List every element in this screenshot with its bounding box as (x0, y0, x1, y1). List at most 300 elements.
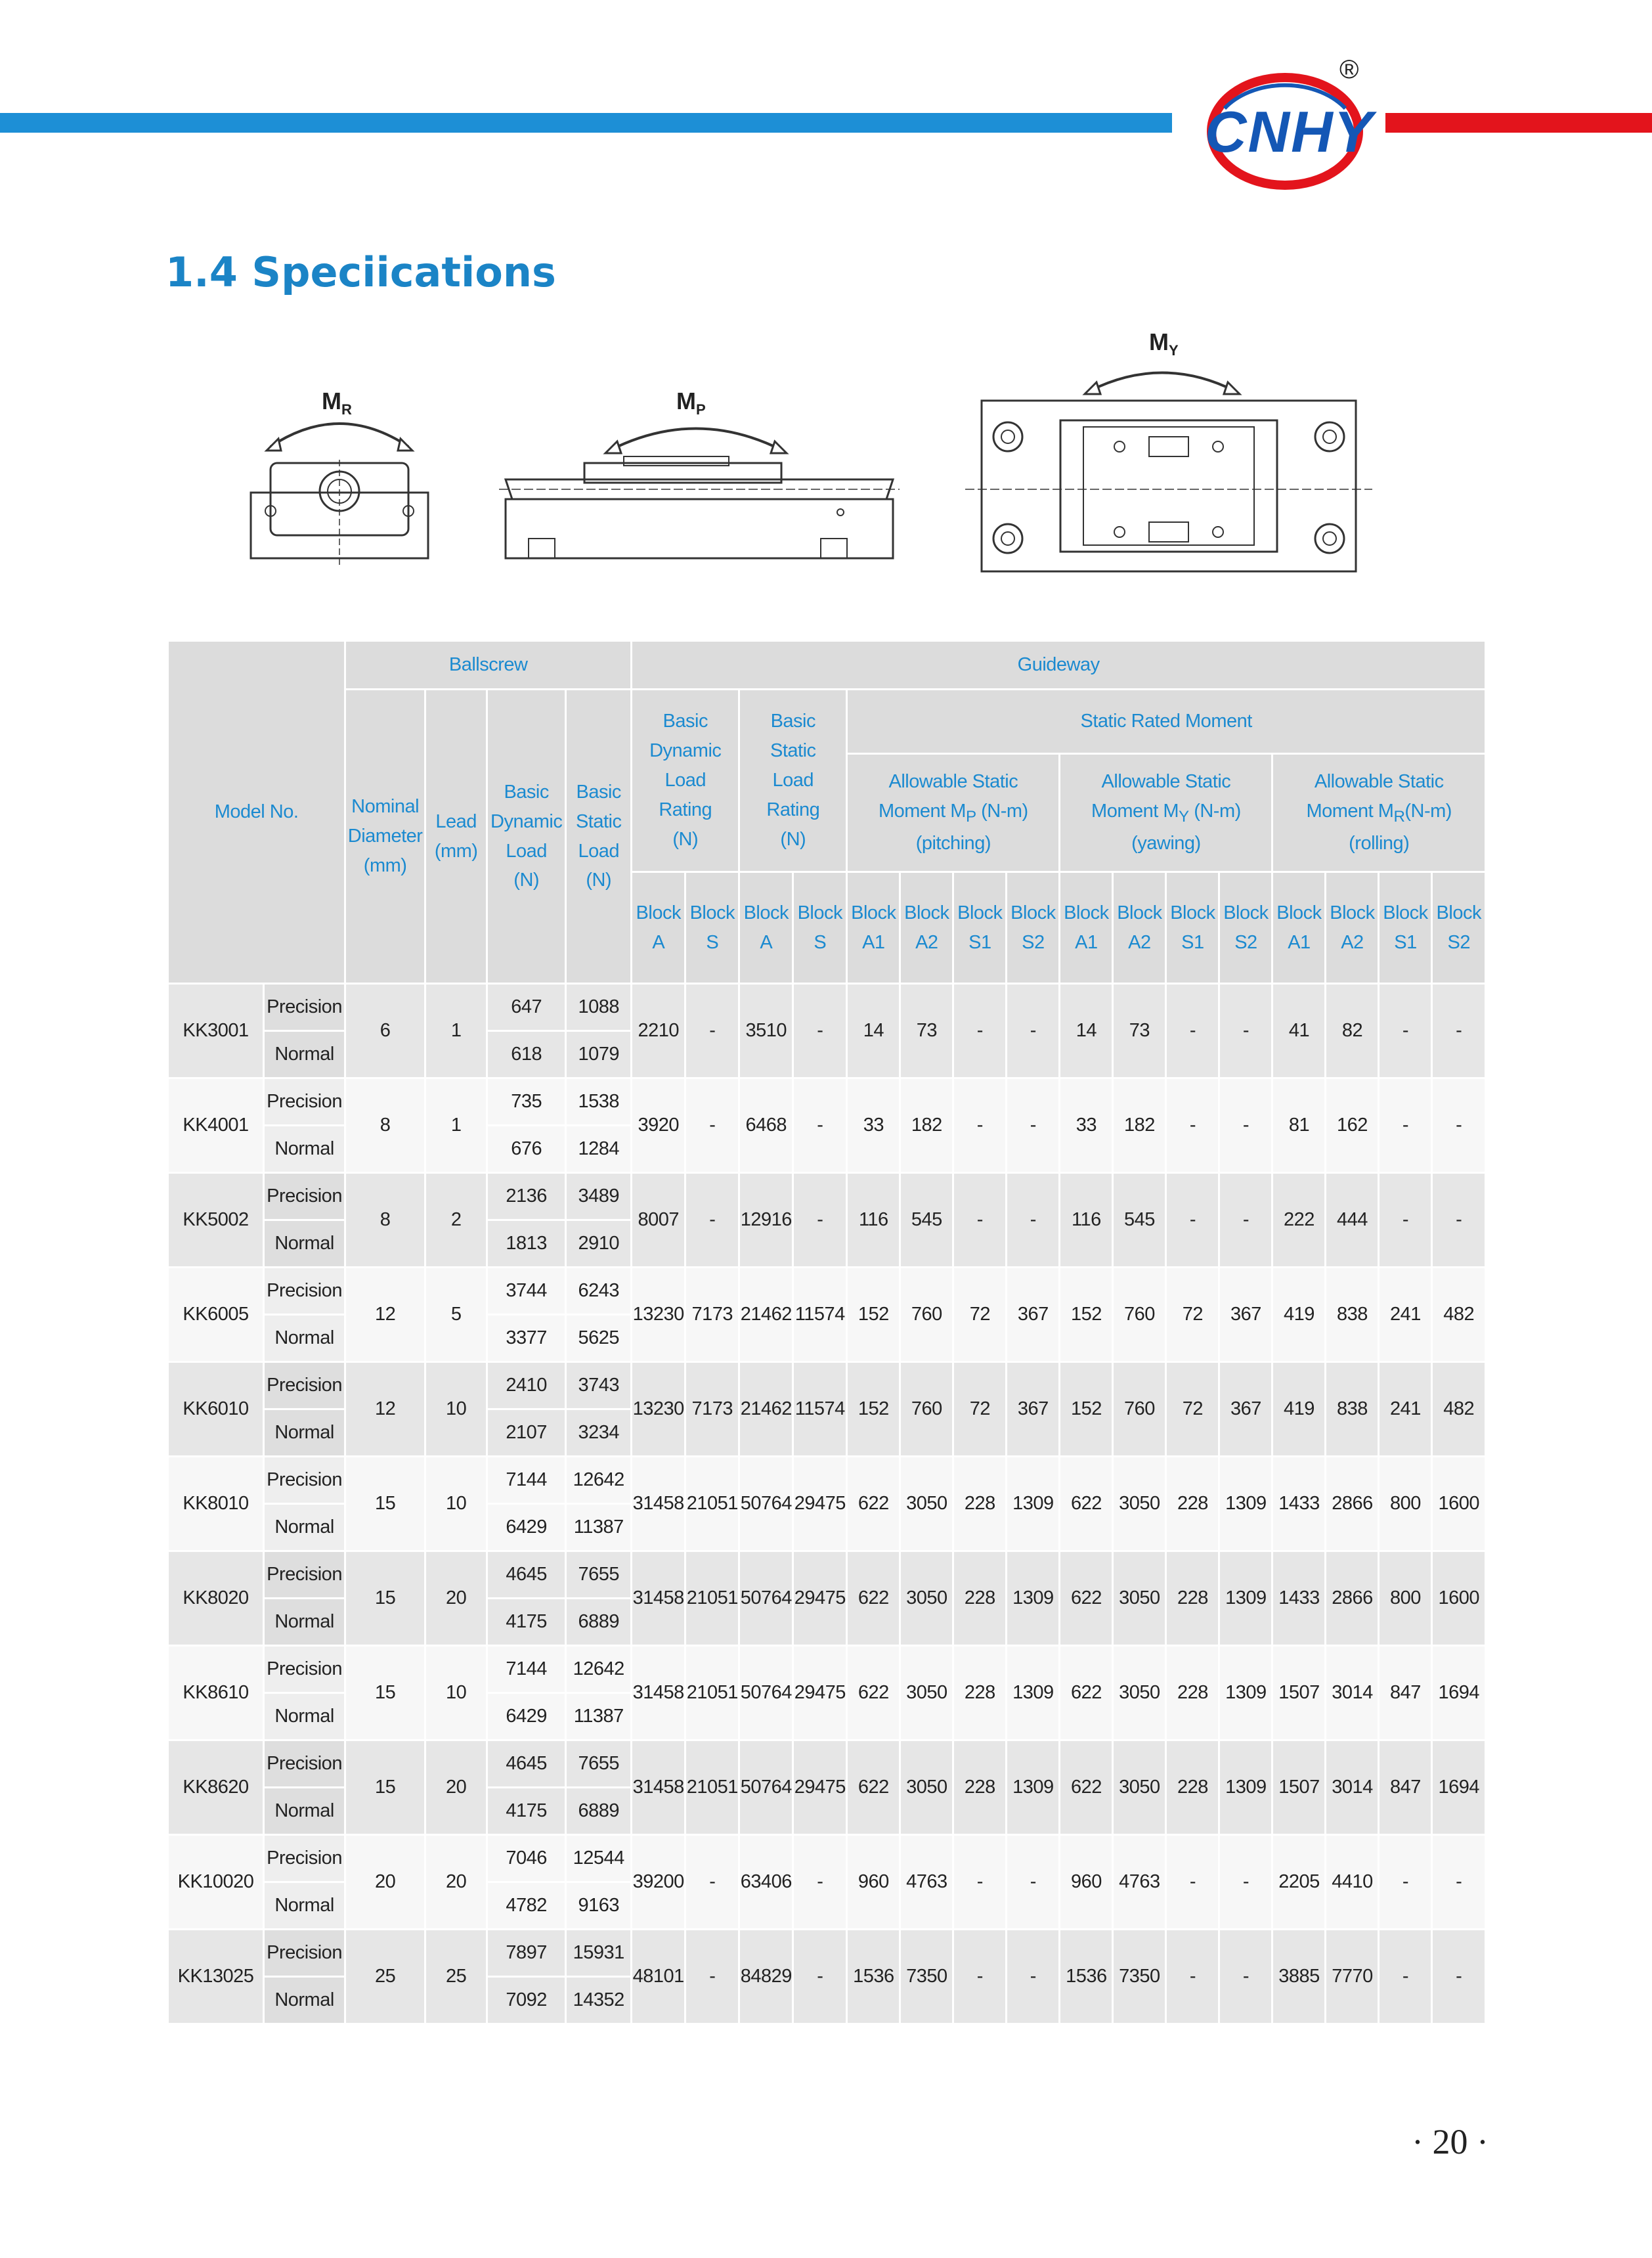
guideway-value: 116 (1060, 1173, 1113, 1268)
normal-dynamic-load: 3377 (487, 1315, 566, 1362)
precision-dynamic-load: 2410 (487, 1362, 566, 1409)
guideway-value: - (1166, 1173, 1219, 1268)
guideway-value: 2210 (632, 984, 685, 1078)
guideway-value: 760 (1113, 1268, 1166, 1362)
guideway-value: 847 (1379, 1740, 1432, 1835)
block-header-dyn-0: Block A (632, 872, 685, 984)
table-row (168, 1740, 1486, 1788)
grade-precision: Precision (264, 1835, 345, 1882)
nominal-diameter: 15 (345, 1646, 425, 1740)
guideway-value: 1694 (1432, 1646, 1486, 1740)
guideway-value: 1507 (1272, 1740, 1326, 1835)
header-ballscrew: Ballscrew (345, 641, 632, 690)
guideway-value: - (1007, 1835, 1060, 1930)
guideway-value: - (793, 1078, 847, 1173)
guideway-value: 182 (900, 1078, 953, 1173)
guideway-value: 72 (953, 1362, 1007, 1457)
table-row (168, 1835, 1486, 1882)
guideway-value: - (1379, 1078, 1432, 1173)
block-header-mp-0: Block A1 (847, 872, 900, 984)
guideway-value: 4410 (1326, 1835, 1379, 1930)
precision-static-load: 12642 (566, 1457, 632, 1504)
guideway-value: 21462 (739, 1268, 793, 1362)
guideway-value: 847 (1379, 1646, 1432, 1740)
normal-dynamic-load: 6429 (487, 1504, 566, 1551)
guideway-value: 50764 (739, 1740, 793, 1835)
guideway-value: 73 (900, 984, 953, 1078)
grade-precision: Precision (264, 1551, 345, 1599)
logo-text: CNHY (1205, 99, 1374, 164)
guideway-value: - (1379, 1930, 1432, 2024)
guideway-value: 222 (1272, 1173, 1326, 1268)
guideway-value: 14 (1060, 984, 1113, 1078)
guideway-value: - (1007, 1078, 1060, 1173)
guideway-value: - (1379, 1173, 1432, 1268)
guideway-value: - (1166, 984, 1219, 1078)
block-header-mr-3: Block S2 (1432, 872, 1486, 984)
normal-dynamic-load: 6429 (487, 1693, 566, 1740)
lead-value: 2 (425, 1173, 487, 1268)
guideway-value: 31458 (632, 1646, 685, 1740)
nominal-diameter: 15 (345, 1457, 425, 1551)
guideway-value: 838 (1326, 1362, 1379, 1457)
rolling-moment-diagram (244, 387, 435, 571)
guideway-value: 241 (1379, 1362, 1432, 1457)
guideway-value: 482 (1432, 1362, 1486, 1457)
grade-precision: Precision (264, 1930, 345, 1977)
precision-static-load: 12544 (566, 1835, 632, 1882)
guideway-value: 241 (1379, 1268, 1432, 1362)
grade-normal: Normal (264, 1788, 345, 1835)
guideway-value: - (1166, 1835, 1219, 1930)
normal-static-load: 1284 (566, 1126, 632, 1173)
mr-label: $M_R$ (322, 387, 352, 418)
guideway-value: - (1379, 1835, 1432, 1930)
header-guideway-dynamic-load: Basic Dynamic Load Rating (N) (632, 690, 739, 872)
guideway-value: 3050 (900, 1740, 953, 1835)
guideway-value: 622 (1060, 1646, 1113, 1740)
normal-dynamic-load: 2107 (487, 1409, 566, 1457)
precision-static-load: 1538 (566, 1078, 632, 1126)
guideway-value: 3050 (1113, 1740, 1166, 1835)
header-lead: Lead (mm) (425, 690, 487, 984)
guideway-value: 13230 (632, 1362, 685, 1457)
guideway-value: 545 (900, 1173, 953, 1268)
guideway-value: 11574 (793, 1268, 847, 1362)
normal-static-load: 6889 (566, 1788, 632, 1835)
guideway-value: 29475 (793, 1457, 847, 1551)
guideway-value: - (953, 984, 1007, 1078)
guideway-value: 3050 (900, 1551, 953, 1646)
guideway-value: - (953, 1835, 1007, 1930)
guideway-value: 2866 (1326, 1551, 1379, 1646)
guideway-value: 1309 (1007, 1457, 1060, 1551)
nominal-diameter: 15 (345, 1740, 425, 1835)
guideway-value: 3510 (739, 984, 793, 1078)
guideway-value: - (1007, 1930, 1060, 2024)
guideway-value: - (793, 1173, 847, 1268)
block-header-my-0: Block A1 (1060, 872, 1113, 984)
guideway-value: - (685, 984, 739, 1078)
nominal-diameter: 25 (345, 1930, 425, 2024)
grade-normal: Normal (264, 1126, 345, 1173)
guideway-value: 72 (1166, 1268, 1219, 1362)
table-row (168, 1457, 1486, 1504)
header-moment-pitching: Allowable Static Moment $M_P$ (N-m) (pitching) (847, 754, 1060, 872)
precision-dynamic-load: 7144 (487, 1457, 566, 1504)
guideway-value: 152 (1060, 1362, 1113, 1457)
guideway-value: 760 (1113, 1362, 1166, 1457)
guideway-value: 1507 (1272, 1646, 1326, 1740)
guideway-value: 21051 (685, 1551, 739, 1646)
guideway-value: 228 (953, 1740, 1007, 1835)
normal-static-load: 3234 (566, 1409, 632, 1457)
guideway-value: 838 (1326, 1268, 1379, 1362)
guideway-value: 152 (847, 1362, 900, 1457)
normal-static-load: 2910 (566, 1220, 632, 1268)
guideway-value: 3050 (900, 1457, 953, 1551)
guideway-value: 545 (1113, 1173, 1166, 1268)
guideway-value: - (1007, 984, 1060, 1078)
grade-normal: Normal (264, 1599, 345, 1646)
nominal-diameter: 8 (345, 1173, 425, 1268)
guideway-value: 48101 (632, 1930, 685, 2024)
guideway-value: 367 (1219, 1268, 1272, 1362)
guideway-value: 39200 (632, 1835, 685, 1930)
guideway-value: 228 (1166, 1551, 1219, 1646)
guideway-value: - (1432, 1930, 1486, 2024)
guideway-value: 29475 (793, 1646, 847, 1740)
grade-normal: Normal (264, 1504, 345, 1551)
lead-value: 1 (425, 1078, 487, 1173)
guideway-value: 1309 (1219, 1740, 1272, 1835)
lead-value: 20 (425, 1740, 487, 1835)
precision-static-load: 1088 (566, 984, 632, 1031)
guideway-value: 50764 (739, 1457, 793, 1551)
lead-value: 20 (425, 1551, 487, 1646)
guideway-value: - (1007, 1173, 1060, 1268)
guideway-value: 41 (1272, 984, 1326, 1078)
guideway-value: 6468 (739, 1078, 793, 1173)
guideway-value: - (1219, 1930, 1272, 2024)
normal-static-load: 6889 (566, 1599, 632, 1646)
guideway-value: - (793, 1930, 847, 2024)
guideway-value: 800 (1379, 1457, 1432, 1551)
guideway-value: 1433 (1272, 1551, 1326, 1646)
guideway-value: - (1166, 1078, 1219, 1173)
guideway-value: 152 (847, 1268, 900, 1362)
table-row (168, 1646, 1486, 1693)
yawing-block-drawing (965, 328, 1372, 585)
guideway-value: 7770 (1326, 1930, 1379, 2024)
normal-dynamic-load: 4175 (487, 1599, 566, 1646)
guideway-value: 84829 (739, 1930, 793, 2024)
precision-static-load: 3743 (566, 1362, 632, 1409)
guideway-value: 367 (1007, 1268, 1060, 1362)
block-header-my-1: Block A2 (1113, 872, 1166, 984)
guideway-value: 1309 (1219, 1457, 1272, 1551)
block-header-mp-2: Block S1 (953, 872, 1007, 984)
model-name: KK8010 (168, 1457, 264, 1551)
guideway-value: 3920 (632, 1078, 685, 1173)
nominal-diameter: 8 (345, 1078, 425, 1173)
guideway-value: 960 (1060, 1835, 1113, 1930)
model-name: KK8620 (168, 1740, 264, 1835)
guideway-value: 33 (847, 1078, 900, 1173)
guideway-value: 13230 (632, 1268, 685, 1362)
guideway-value: 228 (1166, 1646, 1219, 1740)
header-red-bar (1385, 113, 1652, 133)
guideway-value: 72 (1166, 1362, 1219, 1457)
guideway-value: 21462 (739, 1362, 793, 1457)
normal-dynamic-load: 676 (487, 1126, 566, 1173)
grade-normal: Normal (264, 1977, 345, 2024)
table-body (168, 984, 1486, 2024)
model-name: KK6010 (168, 1362, 264, 1457)
yawing-moment-diagram (965, 328, 1372, 585)
table-row (168, 1551, 1486, 1599)
nominal-diameter: 12 (345, 1362, 425, 1457)
precision-static-load: 6243 (566, 1268, 632, 1315)
normal-dynamic-load: 618 (487, 1031, 566, 1078)
header-guideway-static-load: Basic Static Load Rating (N) (739, 690, 847, 872)
grade-normal: Normal (264, 1693, 345, 1740)
guideway-value: 3014 (1326, 1646, 1379, 1740)
block-header-my-3: Block S2 (1219, 872, 1272, 984)
guideway-value: 31458 (632, 1740, 685, 1835)
guideway-value: 622 (1060, 1551, 1113, 1646)
header-static-rated-moment: Static Rated Moment (847, 690, 1486, 754)
guideway-value: - (793, 1835, 847, 1930)
guideway-value: 1600 (1432, 1551, 1486, 1646)
guideway-value: - (685, 1173, 739, 1268)
precision-dynamic-load: 4645 (487, 1551, 566, 1599)
my-label: $M_Y$ (1149, 328, 1179, 359)
lead-value: 10 (425, 1646, 487, 1740)
guideway-value: 622 (847, 1551, 900, 1646)
guideway-value: 21051 (685, 1646, 739, 1740)
normal-static-load: 11387 (566, 1693, 632, 1740)
header-blue-bar (0, 113, 1172, 133)
guideway-value: 152 (1060, 1268, 1113, 1362)
normal-dynamic-load: 1813 (487, 1220, 566, 1268)
guideway-value: 1600 (1432, 1457, 1486, 1551)
grade-normal: Normal (264, 1220, 345, 1268)
lead-value: 20 (425, 1835, 487, 1930)
guideway-value: - (1432, 1835, 1486, 1930)
guideway-value: 21051 (685, 1740, 739, 1835)
guideway-value: 50764 (739, 1646, 793, 1740)
guideway-value: 8007 (632, 1173, 685, 1268)
guideway-value: 4763 (900, 1835, 953, 1930)
brand-logo (1205, 69, 1374, 194)
guideway-value: 116 (847, 1173, 900, 1268)
lead-value: 25 (425, 1930, 487, 2024)
grade-normal: Normal (264, 1409, 345, 1457)
guideway-value: 29475 (793, 1551, 847, 1646)
guideway-value: 760 (900, 1362, 953, 1457)
guideway-value: 760 (900, 1268, 953, 1362)
guideway-value: 50764 (739, 1551, 793, 1646)
header-guideway: Guideway (632, 641, 1486, 690)
header-moment-yawing: Allowable Static Moment $M_Y$ (N-m) (yawing) (1060, 754, 1272, 872)
guideway-value: 7350 (900, 1930, 953, 2024)
guideway-value: 367 (1219, 1362, 1272, 1457)
guideway-value: 3050 (900, 1646, 953, 1740)
guideway-value: 73 (1113, 984, 1166, 1078)
guideway-value: 228 (1166, 1740, 1219, 1835)
grade-precision: Precision (264, 1362, 345, 1409)
guideway-value: 31458 (632, 1551, 685, 1646)
precision-dynamic-load: 7046 (487, 1835, 566, 1882)
guideway-value: - (685, 1930, 739, 2024)
normal-static-load: 14352 (566, 1977, 632, 2024)
guideway-value: - (1219, 1078, 1272, 1173)
model-name: KK5002 (168, 1173, 264, 1268)
precision-dynamic-load: 7144 (487, 1646, 566, 1693)
guideway-value: 800 (1379, 1551, 1432, 1646)
precision-dynamic-load: 4645 (487, 1740, 566, 1788)
guideway-value: 82 (1326, 984, 1379, 1078)
model-name: KK6005 (168, 1268, 264, 1362)
guideway-value: - (793, 984, 847, 1078)
guideway-value: 11574 (793, 1362, 847, 1457)
guideway-value: - (953, 1930, 1007, 2024)
guideway-value: 622 (847, 1740, 900, 1835)
normal-dynamic-load: 4175 (487, 1788, 566, 1835)
model-name: KK3001 (168, 984, 264, 1078)
guideway-value: - (1219, 984, 1272, 1078)
grade-precision: Precision (264, 1740, 345, 1788)
block-header-mr-0: Block A1 (1272, 872, 1326, 984)
grade-precision: Precision (264, 1646, 345, 1693)
precision-static-load: 7655 (566, 1740, 632, 1788)
guideway-value: 3050 (1113, 1457, 1166, 1551)
model-name: KK13025 (168, 1930, 264, 2024)
guideway-value: 29475 (793, 1740, 847, 1835)
guideway-value: 33 (1060, 1078, 1113, 1173)
normal-dynamic-load: 4782 (487, 1882, 566, 1930)
guideway-value: 3050 (1113, 1551, 1166, 1646)
guideway-value: - (953, 1078, 1007, 1173)
guideway-value: 31458 (632, 1457, 685, 1551)
model-name: KK10020 (168, 1835, 264, 1930)
block-header-mp-3: Block S2 (1007, 872, 1060, 984)
guideway-value: 7173 (685, 1268, 739, 1362)
guideway-value: 1694 (1432, 1740, 1486, 1835)
guideway-value: 12916 (739, 1173, 793, 1268)
registered-mark: ® (1339, 55, 1359, 84)
block-header-mp-1: Block A2 (900, 872, 953, 984)
guideway-value: 81 (1272, 1078, 1326, 1173)
guideway-value: - (1432, 1078, 1486, 1173)
guideway-value: 1309 (1007, 1646, 1060, 1740)
guideway-value: 622 (847, 1646, 900, 1740)
guideway-value: 367 (1007, 1362, 1060, 1457)
guideway-value: 482 (1432, 1268, 1486, 1362)
guideway-value: 3050 (1113, 1646, 1166, 1740)
mp-label: $M_P$ (676, 387, 706, 418)
block-header-dyn-1: Block S (685, 872, 739, 984)
guideway-value: 1309 (1007, 1551, 1060, 1646)
nominal-diameter: 15 (345, 1551, 425, 1646)
model-name: KK8610 (168, 1646, 264, 1740)
grade-normal: Normal (264, 1315, 345, 1362)
guideway-value: 3885 (1272, 1930, 1326, 2024)
block-header-sta-0: Block A (739, 872, 793, 984)
section-title: 1.4 Speciications (165, 248, 556, 296)
normal-static-load: 5625 (566, 1315, 632, 1362)
table-row (168, 1362, 1486, 1409)
header-nominal-diameter: Nominal Diameter (mm) (345, 690, 425, 984)
guideway-value: 228 (953, 1551, 1007, 1646)
lead-value: 1 (425, 984, 487, 1078)
guideway-value: 182 (1113, 1078, 1166, 1173)
grade-precision: Precision (264, 1457, 345, 1504)
guideway-value: - (953, 1173, 1007, 1268)
page-number: · 20 · (1412, 2122, 1489, 2161)
table-row (168, 1930, 1486, 1977)
guideway-value: - (1219, 1835, 1272, 1930)
precision-static-load: 15931 (566, 1930, 632, 1977)
precision-dynamic-load: 3744 (487, 1268, 566, 1315)
grade-precision: Precision (264, 984, 345, 1031)
model-name: KK8020 (168, 1551, 264, 1646)
guideway-value: 162 (1326, 1078, 1379, 1173)
guideway-value: - (1166, 1930, 1219, 2024)
header-ballscrew-dynamic-load: Basic Dynamic Load (N) (487, 690, 566, 984)
guideway-value: 63406 (739, 1835, 793, 1930)
table-row (168, 984, 1486, 1031)
guideway-value: 1536 (1060, 1930, 1113, 2024)
guideway-value: - (1432, 1173, 1486, 1268)
guideway-value: 7350 (1113, 1930, 1166, 2024)
grade-precision: Precision (264, 1173, 345, 1220)
table-row (168, 1173, 1486, 1220)
guideway-value: 228 (953, 1646, 1007, 1740)
guideway-value: 1309 (1219, 1646, 1272, 1740)
table-row (168, 1268, 1486, 1315)
guideway-value: 228 (1166, 1457, 1219, 1551)
guideway-value: - (1219, 1173, 1272, 1268)
block-header-my-2: Block S1 (1166, 872, 1219, 984)
guideway-value: 622 (847, 1457, 900, 1551)
precision-dynamic-load: 647 (487, 984, 566, 1031)
lead-value: 10 (425, 1362, 487, 1457)
guideway-value: 1536 (847, 1930, 900, 2024)
precision-static-load: 3489 (566, 1173, 632, 1220)
block-header-sta-1: Block S (793, 872, 847, 984)
header-model-no: Model No. (168, 641, 345, 984)
precision-dynamic-load: 2136 (487, 1173, 566, 1220)
guideway-value: 960 (847, 1835, 900, 1930)
guideway-value: 3014 (1326, 1740, 1379, 1835)
lead-value: 10 (425, 1457, 487, 1551)
guideway-value: 21051 (685, 1457, 739, 1551)
guideway-value: 1433 (1272, 1457, 1326, 1551)
guideway-value: 14 (847, 984, 900, 1078)
guideway-value: 228 (953, 1457, 1007, 1551)
grade-precision: Precision (264, 1078, 345, 1126)
grade-normal: Normal (264, 1882, 345, 1930)
guideway-value: - (685, 1078, 739, 1173)
guideway-value: 1309 (1219, 1551, 1272, 1646)
header-ballscrew-static-load: Basic Static Load (N) (566, 690, 632, 984)
specification-table (167, 640, 1487, 2025)
block-header-mr-2: Block S1 (1379, 872, 1432, 984)
table-row (168, 1078, 1486, 1126)
precision-static-load: 12642 (566, 1646, 632, 1693)
